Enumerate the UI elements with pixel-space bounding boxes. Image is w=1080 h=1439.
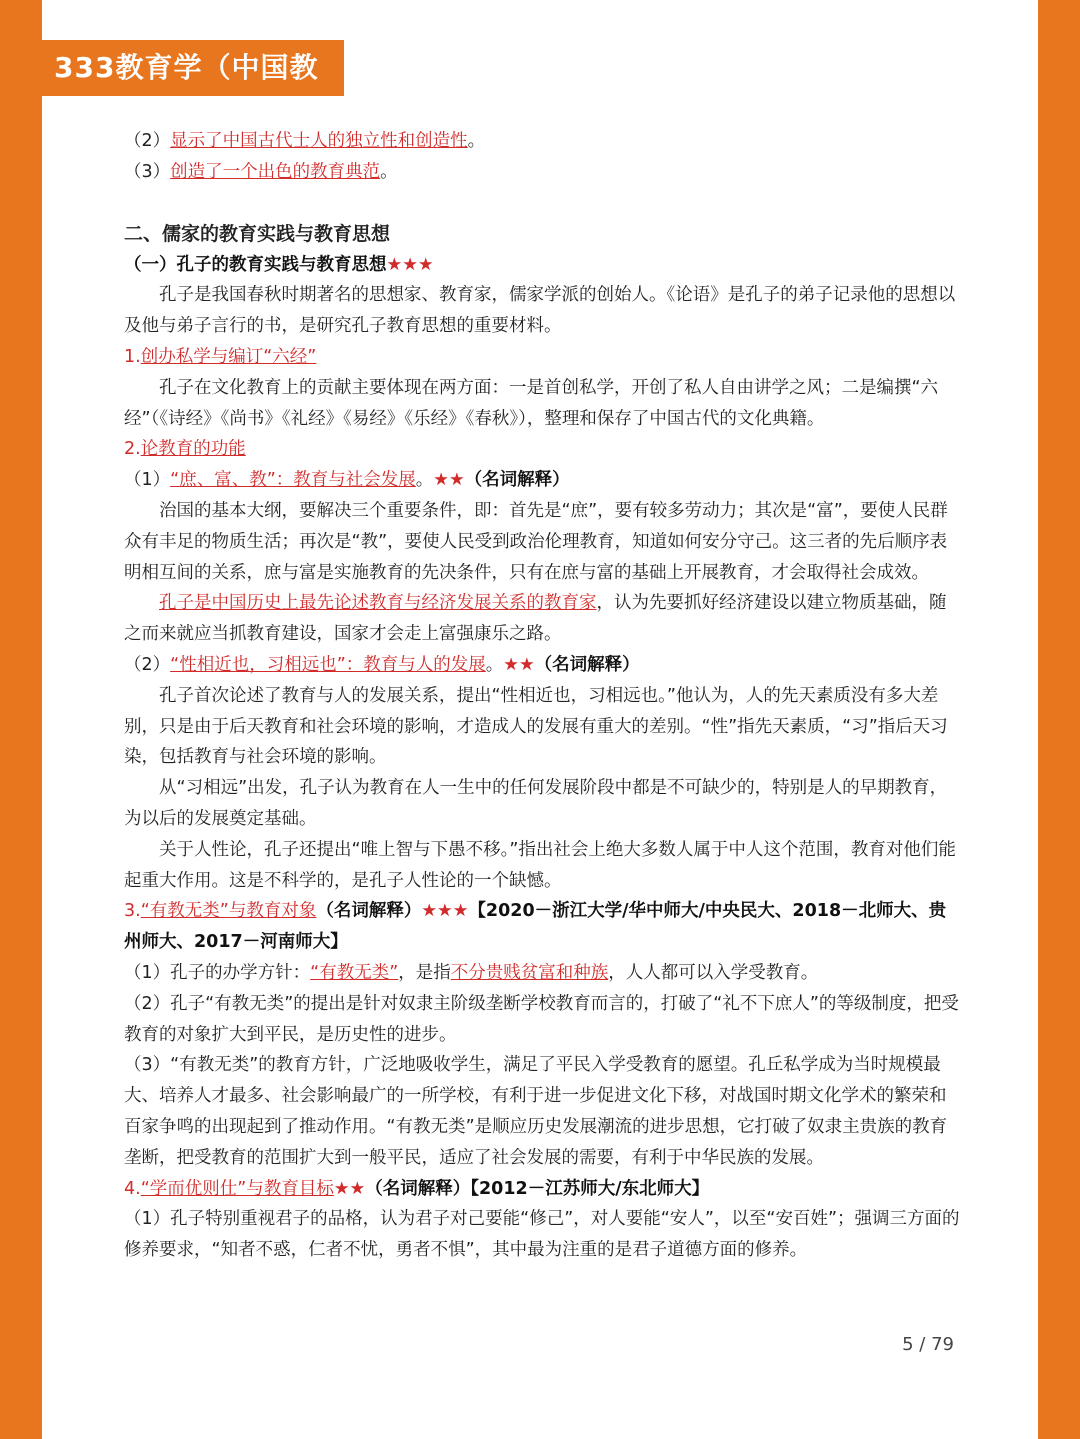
top-item-2: （2）显示了中国古代士人的独立性和创造性。 xyxy=(124,131,486,151)
s2-heading: 2.论教育的功能 xyxy=(124,439,246,460)
star-rating: ★★★ xyxy=(386,254,434,275)
s2-item1-body2: 孔子是中国历史上最先论述教育与经济发展关系的教育家，认为先要抓好经济建设以建立物质基础，随之而来就应当抓教育建设，国家才会走上富强康乐之路。 xyxy=(124,593,947,645)
s2-item1-heading: （1）“庶、富、教”：教育与社会发展。★★（名词解释） xyxy=(124,470,570,491)
s3-point2: （2）孔子“有教无类”的提出是针对奴隶主阶级垄断学校教育而言的，打破了“礼不下庶人”的等级制度，把受教育的对象扩大到平民，是历史性的进步。 xyxy=(124,993,959,1045)
intro-paragraph: 孔子是我国春秋时期著名的思想家、教育家，儒家学派的创始人。《论语》是孔子的弟子记录他的思想以及他与弟子言行的书，是研究孔子教育思想的重要材料。 xyxy=(124,285,956,337)
star-rating: ★★ xyxy=(433,470,465,491)
s2-item2-heading: （2）“性相近也，习相远也”：教育与人的发展。★★（名词解释） xyxy=(124,654,640,675)
s4-point1: （1）孔子特别重视君子的品格，认为君子对己要能“修己”，对人要能“安人”，以至“安百姓”；强调三方面的修养要求，“知者不惑，仁者不忧，勇者不惧”，其中最为注重的是君子道德方面的修养。 xyxy=(124,1209,960,1261)
top-item-3: （3）创造了一个出色的教育典范。 xyxy=(124,161,398,182)
s3-point1: （1）孔子的办学方针：“有教无类”，是指不分贵贱贫富和种族，人人都可以入学受教育。 xyxy=(124,962,819,983)
document-body xyxy=(124,126,960,1266)
star-rating: ★★ xyxy=(333,1178,366,1199)
s3-point3: （3）“有教无类”的教育方针，广泛地吸收学生，满足了平民入学受教育的愿望。孔丘私学成为当时规模最大、培养人才最多、社会影响最广的一所学校，有利于进一步促进文化下移，对战国时期文化学术的繁荣和百家争鸣的出现起到了推动作用。“有教无类”是顺应历史发展潮流的进步思想，它打破了奴隶主贵族的教育垄断，把受教育的范围扩大到一般平民，适应了社会发展的需要，有利于中华民族的发展。 xyxy=(124,1055,948,1168)
s2-item2-body3: 关于人性论，孔子还提出“唯上智与下愚不移。”指出社会上绝大多数人属于中人这个范围，教育对他们能起重大作用。这是不科学的，是孔子人性论的一个缺憾。 xyxy=(124,839,956,891)
s2-item2-body: 孔子首次论述了教育与人的发展关系，提出“性相近也，习相远也。”他认为，人的先天素质没有多大差别，只是由于后天教育和社会环境的影响，才造成人的发展有重大的差别。“性”指先天素质，“习”指后天习染，包括教育与社会环境的影响。 xyxy=(124,685,948,768)
document-page xyxy=(42,0,1038,1439)
s1-heading: 1.创办私学与编订“六经” xyxy=(124,346,317,367)
header-banner: 333教育学（中国教育史） xyxy=(42,40,344,96)
page-number: 5 / 79 xyxy=(902,1334,954,1355)
s3-heading: 3.“有教无类”与教育对象（名词解释）★★★【2020－浙江大学/华中师大/中央民大、2018－北师大、贵州师大、2017－河南师大】 xyxy=(124,901,947,953)
s2-item1-body: 治国的基本大纲，要解决三个重要条件，即：首先是“庶”，要有较多劳动力；其次是“富”，要使人民群众有丰足的物质生活；再次是“教”，要使人民受到政治伦理教育，知道如何安分守己。这三者的先后顺序表明相互间的关系，庶与富是实施教育的先决条件，只有在庶与富的基础上开展教育，才会取得社会成效。 xyxy=(124,500,948,583)
section-heading: 二、儒家的教育实践与教育思想 xyxy=(124,222,391,245)
star-rating: ★★ xyxy=(503,654,535,675)
subsection-heading: （一）孔子的教育实践与教育思想★★★ xyxy=(124,254,434,275)
s2-item2-body2: 从“习相远”出发，孔子认为教育在人一生中的任何发展阶段中都是不可缺少的，特别是人的早期教育，为以后的发展奠定基础。 xyxy=(124,778,948,829)
star-rating: ★★★ xyxy=(421,901,469,922)
s1-body: 孔子在文化教育上的贡献主要体现在两方面：一是首创私学，开创了私人自由讲学之风；二是编撰“六经”（《诗经》《尚书》《礼经》《易经》《乐经》《春秋》），整理和保存了中国古代的文化典籍。 xyxy=(124,377,939,429)
s4-heading: 4.“学而优则仕”与教育目标★★（名词解释）【2012－江苏师大/东北师大】 xyxy=(124,1178,710,1199)
